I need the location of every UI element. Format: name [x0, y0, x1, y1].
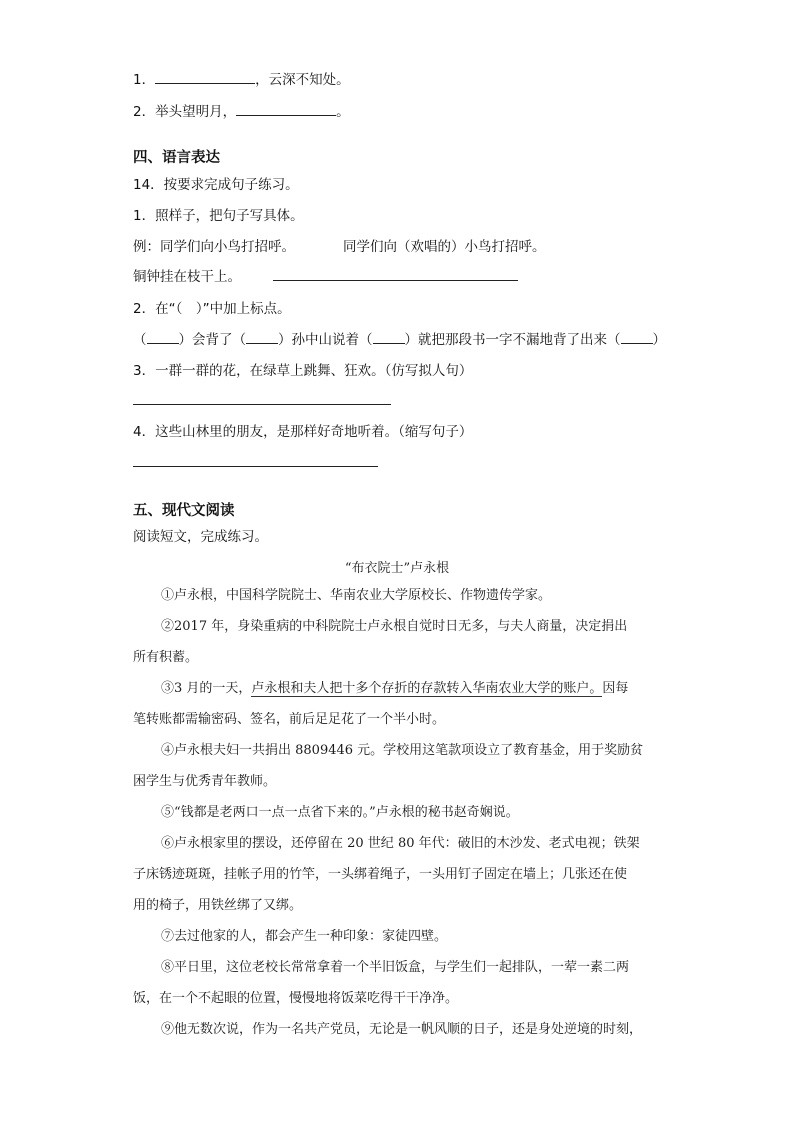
poem-item-1-text: ，云深不知处。 [255, 72, 350, 88]
poem-blank-1[interactable] [155, 70, 255, 84]
reading-intro: 阅读短文，完成练习。 [133, 529, 268, 545]
punctuation-sentence [133, 328, 666, 348]
punct-blank-4[interactable] [621, 330, 653, 344]
punct-text-4: ） [652, 332, 666, 348]
paragraph-8-line-2: 饭，在一个不起眼的位置，慢慢地将饭菜吃得干干净净。 [133, 991, 459, 1006]
poem-item-1 [133, 68, 350, 88]
paragraph-3-line-2: 笔转账都需输密码、签名，前后足足花了一个半小时。 [133, 712, 446, 727]
task-sentence: 铜钟挂在枝干上。 [133, 269, 241, 285]
poem-item-2 [133, 100, 350, 120]
sub-question-1: 1．照样子，把句子写具体。 [133, 208, 304, 224]
sub-question-4: 4．这些山林里的朋友，是那样好奇地听着。（缩写句子） [133, 424, 473, 440]
paragraph-4 [133, 735, 660, 797]
paragraph-3-underlined: 卢永根和夫人把十多个存折的存款转入华南农业大学的账户。 [251, 681, 603, 696]
punct-blank-2[interactable] [246, 330, 278, 344]
answer-line-2[interactable] [133, 404, 391, 405]
paragraph-6-line-3: 用的椅子，用铁丝绑了又绑。 [133, 898, 303, 913]
punct-text-2: ）孙中山说着（ [278, 332, 373, 348]
punct-text-0: （ [133, 332, 147, 348]
punct-blank-3[interactable] [373, 330, 405, 344]
sub-question-3: 3．一群一群的花，在绿草上跳舞、狂欢。（仿写拟人句） [133, 363, 473, 379]
poem-blank-2[interactable] [236, 102, 336, 116]
paragraph-8 [133, 952, 660, 1014]
paragraph-3-line-1 [133, 673, 660, 704]
punct-text-3: ）就把那段书一字不漏地背了出来（ [404, 332, 621, 348]
paragraph-7-text: ⑦去过他家的人，都会产生一种印象：家徒四壁。 [161, 929, 448, 944]
paragraph-2-line-2: 所有积蓄。 [133, 650, 199, 665]
paragraph-3-prefix: ③3 月的一天， [161, 681, 252, 696]
sub-question-2: 2．在“（ ）”中加上标点。 [133, 301, 291, 317]
paragraph-9 [133, 1014, 660, 1045]
paragraph-6-line-1: ⑥卢永根家里的摆设，还停留在 20 世纪 80 年代：破旧的木沙发、老式电视；铁架 [161, 836, 640, 851]
question-14: 14．按要求完成句子练习。 [133, 177, 299, 193]
example-expanded: 同学们向（欢唱的）小鸟打招呼。 [343, 239, 546, 255]
section-4-heading: 四、语言表达 [133, 150, 220, 166]
paragraph-7 [133, 921, 660, 952]
paragraph-1-text: ①卢永根，中国科学院院士、华南农业大学原校长、作物遗传学家。 [161, 588, 552, 603]
paragraph-8-line-1: ⑧平日里，这位老校长常常拿着一个半旧饭盒，与学生们一起排队，一荤一素二两 [161, 960, 630, 975]
answer-line-3[interactable] [133, 466, 378, 467]
section-5-heading: 五、现代文阅读 [133, 503, 235, 519]
paragraph-2 [133, 611, 660, 673]
paragraph-1 [133, 580, 660, 611]
poem-item-2-text: 2．举头望明月， [133, 104, 237, 120]
paragraph-2-line-1: ②2017 年，身染重病的中科院院士卢永根自觉时日无多，与夫人商量，决定捐出 [161, 619, 628, 634]
paragraph-6 [133, 828, 660, 921]
poem-item-1-number: 1． [133, 72, 156, 88]
answer-line-1[interactable] [273, 280, 518, 281]
poem-item-2-tail: 。 [336, 104, 350, 120]
paragraph-6-line-2: 子床锈迹斑斑，挂帐子用的竹竿，一头绑着绳子，一头用钉子固定在墙上；几张还在使 [133, 867, 628, 882]
punct-text-1: ）会背了（ [178, 332, 246, 348]
paragraph-3 [133, 673, 660, 735]
paragraph-5 [133, 797, 660, 828]
paragraph-3-suffix: 因每 [602, 681, 629, 696]
paragraph-4-line-2: 困学生与优秀青年教师。 [133, 774, 277, 789]
example-sentence: 例：同学们向小鸟打招呼。 [133, 239, 295, 255]
paragraph-9-line-1: ⑨他无数次说，作为一名共产党员，无论是一帆风顺的日子，还是身处逆境的时刻， [161, 1022, 643, 1037]
article-title: “布衣院士”卢永根 [344, 561, 450, 576]
paragraph-4-line-1: ④卢永根夫妇一共捐出 8809446 元。学校用这笔款项设立了教育基金，用于奖励贫 [161, 743, 644, 758]
paragraph-5-text: ⑤“钱都是老两口一点一点省下来的。”卢永根的秘书赵奇娴说。 [161, 805, 519, 820]
punct-blank-1[interactable] [147, 330, 179, 344]
